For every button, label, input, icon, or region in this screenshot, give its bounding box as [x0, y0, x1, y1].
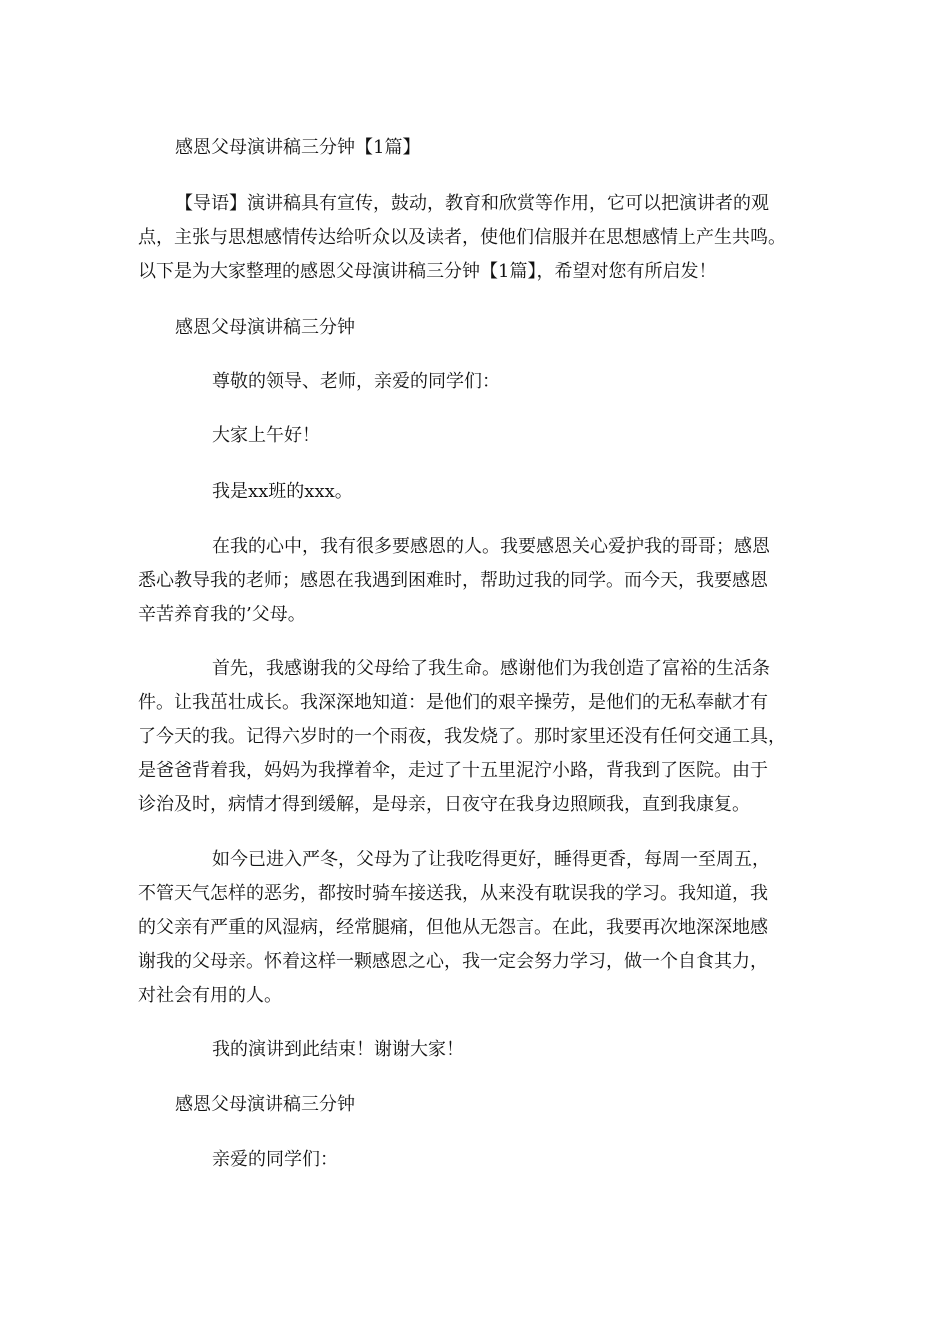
paragraph-3-line-5: 对社会有用的人。	[138, 985, 282, 1006]
paragraph-2-line-2: 件。让我茁壮成长。我深深地知道：是他们的艰辛操劳，是他们的无私奉献才有	[138, 692, 768, 713]
self-intro: 我是xx班的xxx。	[212, 481, 353, 502]
intro-line-1: 【导语】演讲稿具有宣传，鼓动，教育和欣赏等作用，它可以把演讲者的观	[175, 193, 769, 214]
paragraph-2-line-4: 是爸爸背着我，妈妈为我撑着伞，走过了十五里泥泞小路，背我到了医院。由于	[138, 760, 768, 781]
paragraph-3-line-4: 谢我的父母亲。怀着这样一颗感恩之心，我一定会努力学习，做一个自食其力，	[138, 951, 768, 972]
paragraph-2-line-3: 了今天的我。记得六岁时的一个雨夜，我发烧了。那时家里还没有任何交通工具，	[138, 726, 786, 747]
paragraph-1-line-1: 在我的心中，我有很多要感恩的人。我要感恩关心爱护我的哥哥；感恩	[212, 536, 770, 557]
salutation-1: 尊敬的领导、老师，亲爱的同学们：	[212, 371, 500, 392]
paragraph-1-line-3: 辛苦养育我的’父母。	[138, 604, 306, 625]
paragraph-2-line-5: 诊治及时，病情才得到缓解，是母亲，日夜守在我身边照顾我，直到我康复。	[138, 794, 750, 815]
greeting: 大家上午好！	[212, 425, 320, 446]
document-title: 感恩父母演讲稿三分钟【1篇】	[175, 137, 421, 158]
paragraph-3-line-1: 如今已进入严冬，父母为了让我吃得更好，睡得更香，每周一至周五，	[212, 849, 770, 870]
paragraph-1-line-2: 悉心教导我的老师；感恩在我遇到困难时，帮助过我的同学。而今天，我要感恩	[138, 570, 768, 591]
closing-line: 我的演讲到此结束！谢谢大家！	[212, 1039, 464, 1060]
paragraph-3-line-2: 不管天气怎样的恶劣，都按时骑车接送我，从来没有耽误我的学习。我知道，我	[138, 883, 768, 904]
intro-line-3: 以下是为大家整理的感恩父母演讲稿三分钟【1篇】，希望对您有所启发！	[138, 261, 717, 282]
paragraph-3-line-3: 的父亲有严重的风湿病，经常腿痛，但他从无怨言。在此，我要再次地深深地感	[138, 917, 768, 938]
intro-line-2: 点，主张与思想感情传达给听众以及读者，使他们信服并在思想感情上产生共鸣。	[138, 227, 786, 248]
section-heading-1: 感恩父母演讲稿三分钟	[175, 317, 355, 338]
salutation-2: 亲爱的同学们：	[212, 1149, 338, 1170]
paragraph-2-line-1: 首先，我感谢我的父母给了我生命。感谢他们为我创造了富裕的生活条	[212, 658, 770, 679]
section-heading-2: 感恩父母演讲稿三分钟	[175, 1094, 355, 1115]
